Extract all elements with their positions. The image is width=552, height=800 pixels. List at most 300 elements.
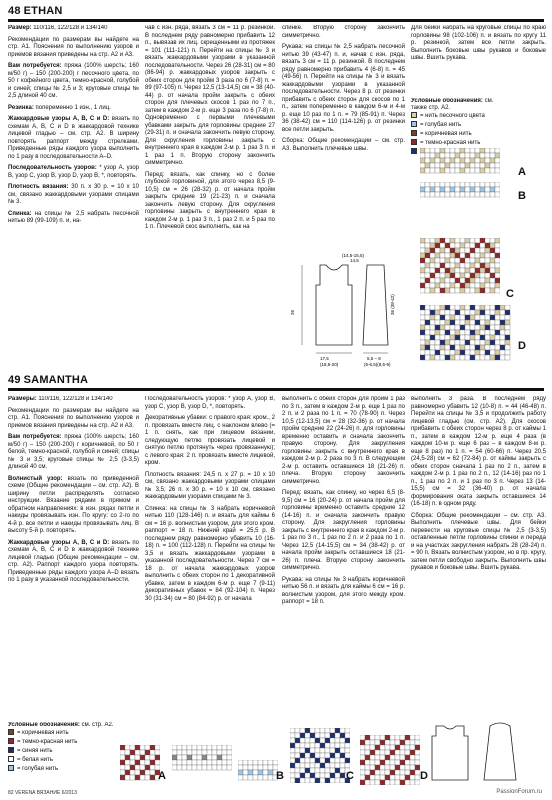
legend-item	[8, 738, 118, 747]
chart-cell	[425, 305, 430, 310]
chart-cell	[445, 330, 450, 335]
chart-cell	[420, 187, 425, 192]
paragraph-text: 110/116, 122/128 и 134/140	[38, 396, 113, 402]
chart-cell	[450, 248, 455, 253]
chart-cell	[460, 187, 465, 192]
chart-cell	[480, 253, 485, 258]
chart-cell	[440, 153, 445, 158]
chart-cell	[485, 315, 490, 320]
legend-label: = коричневая нить	[17, 730, 69, 736]
chart-cell	[430, 248, 435, 253]
chart-cell	[390, 745, 395, 750]
chart-cell	[253, 775, 258, 780]
chart-cell	[465, 335, 470, 340]
chart-cell	[310, 743, 315, 748]
chart-cell	[505, 350, 510, 355]
chart-cell	[470, 243, 475, 248]
chart-cell	[425, 340, 430, 345]
chart-cell	[460, 258, 465, 263]
chart-cell	[145, 745, 150, 750]
chart-cell	[475, 330, 480, 335]
paragraph	[8, 408, 139, 431]
chart-cell	[460, 248, 465, 253]
chart-cell	[475, 315, 480, 320]
chart-cell	[370, 765, 375, 770]
samantha-schematic	[430, 718, 546, 788]
chart-cell	[330, 773, 335, 778]
chart-cell	[490, 310, 495, 315]
chart-cell	[248, 760, 253, 765]
chart-cell	[217, 765, 222, 770]
chart-cell	[420, 283, 425, 288]
chart-cell	[420, 253, 425, 258]
chart-cell	[212, 765, 217, 770]
chart-cell	[485, 310, 490, 315]
label-b: B	[276, 770, 284, 782]
chart-cell	[385, 735, 390, 740]
chart-cell	[485, 268, 490, 273]
chart-cell	[445, 248, 450, 253]
chart-cell	[475, 278, 480, 283]
chart-cell	[140, 775, 145, 780]
paragraph	[8, 37, 139, 60]
paragraph-text: вязать по схемам А, В, С и D в жаккардовой технике лицевой гладью (Общие рекомендации – см. стр. А2). Раппорт каждого узора повторять. Приведенные ряды каждого узора A–D вязать по 1 разу в указанной последовательности.	[8, 539, 139, 583]
chart-cell	[130, 760, 135, 765]
chart-cell	[145, 765, 150, 770]
chart-cell	[435, 263, 440, 268]
chart-cell	[455, 168, 460, 173]
chart-cell	[263, 765, 268, 770]
paragraph-text: вязать по приведенной схеме (Общие рекомендации – см. стр. А2). В ширину петли распределять согласно инструкции. Вязание рядами в прямом и обратном направлениях: в изн. рядах петли и накиды провязывать изн. По кругу: со 2-го по 4-й р. все петли и накиды провязывать лиц. В высоту 5-й р. повторять.	[8, 475, 139, 534]
chart-cell	[300, 753, 305, 758]
chart-cell	[440, 258, 445, 263]
chart-cell	[430, 315, 435, 320]
chart-cell	[310, 773, 315, 778]
chart-cell	[445, 325, 450, 330]
chart-cell	[430, 163, 435, 168]
chart-cell	[445, 273, 450, 278]
chart-cell	[120, 760, 125, 765]
chart-cell	[475, 320, 480, 325]
chart-cell	[385, 775, 390, 780]
chart-cell	[485, 355, 490, 360]
chart-cell	[455, 283, 460, 288]
chart-cell	[197, 745, 202, 750]
chart-cell	[485, 273, 490, 278]
chart-cell	[345, 753, 350, 758]
ethan-schematic	[282, 245, 407, 370]
chart-cell	[400, 780, 405, 785]
chart-cell	[212, 745, 217, 750]
chart-cell	[375, 770, 380, 775]
chart-cell	[360, 750, 365, 755]
chart-cell	[325, 753, 330, 758]
chart-cell	[385, 740, 390, 745]
chart-cell	[415, 750, 420, 755]
chart-cell	[300, 738, 305, 743]
chart-cell	[395, 765, 400, 770]
chart-cell	[475, 283, 480, 288]
chart-cell	[480, 163, 485, 168]
chart-cell	[500, 335, 505, 340]
chart-cell	[415, 735, 420, 740]
samantha-column-2: Последовательность узоров: * узор А, узор В, узор С, узор В, узор D, *, повторять. Декоративные убавки: с правого края: кром., 2 п. провязать вместе лиц. с наклоном влево (= 1 п. снять, как при лицевом вязании, следующую петлю провязать лицевой и снятую петлю протянуть через провязанную); с левого края: 2 п. провязать вместе лицевой, кром. Плотность вязания: 24,5 п. х 27 р. = 10 х 10 см, связано жаккардовыми узорами спицами № 3,5; 26 п. х 30 р. = 10 х 10 см, связано жаккардовыми узорами спицами № 3. Спинка: на спицы № 3 набрать коричневой нитью 110 (128-146) п. и вязать для каймы 6 см = 16 р. волнистым узором, для этого кром. раппорт = 18 п. Нижний край = 25,5 р. В последнем ряду равномерно убавить 10 (16-18) п. = 100 (112-128) п. Перейти на спицы № 3,5 и вязать жаккардовыми узорами в указанной последовательности. Через 7 см = 18 р. от начала жаккардовых узоров выполнить с обеих сторон по 1 декоративной убавке, затем в каждом 6-м р. еще 7 (9-11) декоративных убавок = 84 (92-104) п. Через 30 (31-34) см = 80 (84-92) р. от начала	[145, 396, 275, 602]
chart-cell	[290, 728, 295, 733]
chart-cell	[375, 755, 380, 760]
chart-cell	[440, 268, 445, 273]
svg-text:(18,5-20): (18,5-20)	[320, 362, 339, 367]
chart-cell	[480, 325, 485, 330]
chart-cell	[450, 258, 455, 263]
chart-cell	[420, 330, 425, 335]
label-d: D	[420, 770, 428, 782]
chart-cell	[375, 745, 380, 750]
legend-label: = белая нить	[17, 757, 53, 763]
chart-cell	[465, 148, 470, 153]
chart-cell	[465, 340, 470, 345]
chart-cell	[405, 780, 410, 785]
chart-cell	[425, 153, 430, 158]
chart-cell	[400, 770, 405, 775]
chart-cell	[375, 735, 380, 740]
chart-cell	[390, 780, 395, 785]
chart-cell	[430, 192, 435, 197]
chart-cell	[435, 345, 440, 350]
chart-cell	[435, 283, 440, 288]
chart-cell	[495, 248, 500, 253]
chart-cell	[335, 763, 340, 768]
chart-cell	[430, 187, 435, 192]
chart-cell	[440, 335, 445, 340]
chart-cell	[400, 755, 405, 760]
chart-cell	[395, 755, 400, 760]
chart-cell	[385, 780, 390, 785]
chart-cell	[460, 163, 465, 168]
chart-cell	[320, 758, 325, 763]
chart-cell	[490, 288, 495, 293]
chart-cell	[455, 305, 460, 310]
chart-cell	[325, 778, 330, 783]
chart-cell	[375, 780, 380, 785]
chart-cell	[370, 775, 375, 780]
chart-cell	[420, 168, 425, 173]
chart-cell	[480, 243, 485, 248]
chart-cell	[475, 325, 480, 330]
chart-cell	[430, 253, 435, 258]
chart-cell	[440, 305, 445, 310]
chart-cell	[395, 770, 400, 775]
chart-cell	[495, 345, 500, 350]
chart-cell	[125, 745, 130, 750]
samantha-column-4: выполнить 3 раза. В последнем ряду равномерно убавить 12 (10-8) п. = 44 (46-48) п. Перейти на спицы № 3,5 и продолжить работу лицевой гладью (см. стр. А2). Для скосов прибавить с обеих сторон через 8 р. от каймы 1 п., затем в каждом 12-м р. еще 4 раза (в каждом 10-м р. еще 6 раз – в каждом 8-м р. еще 8 раз) по 1 п. = 54 (60-66) п. Через 20,5 (24,5-28) см = 62 (72-84) р. от каймы закрыть с обеих сторон сначала 1 раз по 2 п., затем в каждом 2-м р. 1 раз по 2 п., 12 (14-16) раз по 1 п., 1 раз по 2 п. и 1 раз по 3 п. Через 13 (14-15,5) см = 32 (36-40) р. от начала формирования оката закрыть оставшиеся 14 (16-18) п. в одном ряду. Сборка: Общие рекомендации – см. стр. А3. Выполнить плечевые швы. Для бейки перевести на круговые спицы № 2,5 (3-3,5) оставленные петли горловины спинки и переда и на участках закругления набрать 28 (28-24) п. = 90 п. Вязать волнистым узором, но в пр. кругу, затем петли свободно закрыть. Выполнить швы рукавов и боковые швы. Вшить рукава.	[411, 396, 546, 571]
chart-cell	[243, 770, 248, 775]
chart-cell	[475, 238, 480, 243]
chart-cell	[480, 153, 485, 158]
chart-cell	[470, 305, 475, 310]
chart-cell	[490, 182, 495, 187]
chart-cell	[425, 310, 430, 315]
chart-cell	[495, 253, 500, 258]
chart-cell	[187, 755, 192, 760]
chart-cell	[415, 745, 420, 750]
chart-cell	[470, 345, 475, 350]
chart-cell	[320, 753, 325, 758]
legend-swatch	[8, 738, 14, 744]
chart-cell	[455, 273, 460, 278]
chart-cell	[360, 780, 365, 785]
chart-cell	[340, 758, 345, 763]
chart-cell	[335, 748, 340, 753]
chart-cell	[445, 278, 450, 283]
chart-cell	[460, 158, 465, 163]
chart-cell	[253, 765, 258, 770]
chart-cell	[315, 738, 320, 743]
chart-cell	[435, 320, 440, 325]
chart-cell	[455, 148, 460, 153]
chart-cell	[390, 770, 395, 775]
chart-cell	[340, 743, 345, 748]
chart-cell	[485, 283, 490, 288]
chart-cell	[375, 740, 380, 745]
chart-cell	[222, 745, 227, 750]
chart-cell	[430, 345, 435, 350]
chart-cell	[140, 745, 145, 750]
chart-cell	[390, 755, 395, 760]
chart-cell	[480, 288, 485, 293]
paragraph	[8, 165, 139, 180]
chart-cell	[480, 238, 485, 243]
chart-cell	[440, 187, 445, 192]
chart-cell	[400, 740, 405, 745]
chart-cell	[455, 278, 460, 283]
chart-cell	[480, 263, 485, 268]
chart-cell	[345, 733, 350, 738]
chart-cell	[435, 248, 440, 253]
chart-cell	[490, 148, 495, 153]
chart-cell	[150, 770, 155, 775]
chart-cell	[135, 745, 140, 750]
chart-cell	[450, 315, 455, 320]
chart-cell	[290, 748, 295, 753]
divider	[8, 19, 544, 22]
chart-cell	[440, 345, 445, 350]
chart-cell	[460, 320, 465, 325]
chart-cell	[192, 755, 197, 760]
chart-cell	[435, 182, 440, 187]
chart-cell	[335, 738, 340, 743]
chart-cell	[300, 758, 305, 763]
chart-cell	[120, 755, 125, 760]
chart-cell	[475, 350, 480, 355]
chart-cell	[410, 745, 415, 750]
paragraph	[8, 184, 139, 207]
paragraph-heading: Волнистый узор:	[8, 475, 63, 482]
chart-cell	[495, 305, 500, 310]
chart-cell	[450, 153, 455, 158]
chart-cell	[222, 750, 227, 755]
chart-cell	[325, 738, 330, 743]
chart-cell	[425, 273, 430, 278]
chart-cell	[470, 263, 475, 268]
paragraph	[8, 116, 139, 161]
chart-cell	[177, 760, 182, 765]
chart-cell	[500, 320, 505, 325]
chart-cell	[445, 187, 450, 192]
chart-cell	[490, 268, 495, 273]
chart-cell	[172, 765, 177, 770]
chart-cell	[187, 750, 192, 755]
chart-cell	[120, 750, 125, 755]
paragraph-heading: Размеры:	[8, 396, 37, 402]
chart-cell	[420, 288, 425, 293]
chart-cell	[445, 168, 450, 173]
ethan-legend: Условные обозначения: см. также стр. А2. = нить песочного цвета = голубая нить = коричневая нить = темно-красная нить	[411, 98, 511, 178]
chart-cell	[305, 728, 310, 733]
chart-cell	[440, 182, 445, 187]
chart-cell	[290, 768, 295, 773]
chart-cell	[495, 310, 500, 315]
chart-cell	[485, 158, 490, 163]
chart-cell	[485, 187, 490, 192]
chart-cell	[248, 765, 253, 770]
chart-cell	[470, 258, 475, 263]
chart-cell	[268, 765, 273, 770]
paragraph-heading: Вам потребуется:	[8, 63, 62, 69]
chart-cell	[480, 182, 485, 187]
chart-cell	[460, 192, 465, 197]
chart-cell	[485, 335, 490, 340]
chart-cell	[430, 273, 435, 278]
chart-cell	[500, 350, 505, 355]
chart-cell	[135, 760, 140, 765]
chart-cell	[435, 238, 440, 243]
chart-cell	[470, 310, 475, 315]
chart-cell	[455, 330, 460, 335]
chart-cell	[340, 738, 345, 743]
chart-cell	[490, 325, 495, 330]
samantha-column-1	[8, 396, 139, 718]
chart-cell	[420, 158, 425, 163]
chart-cell	[465, 305, 470, 310]
chart-cell	[177, 755, 182, 760]
chart-cell	[227, 765, 232, 770]
chart-cell	[445, 335, 450, 340]
chart-cell	[495, 335, 500, 340]
ethan-chart-d	[420, 305, 515, 365]
chart-cell	[365, 775, 370, 780]
chart-cell	[500, 315, 505, 320]
chart-cell	[500, 340, 505, 345]
chart-cell	[405, 775, 410, 780]
chart-cell	[450, 163, 455, 168]
chart-cell	[450, 340, 455, 345]
chart-cell	[450, 187, 455, 192]
chart-cell	[480, 335, 485, 340]
paragraph	[8, 434, 139, 472]
chart-cell	[475, 153, 480, 158]
chart-cell	[315, 748, 320, 753]
chart-cell	[495, 315, 500, 320]
chart-cell	[440, 238, 445, 243]
chart-cell	[315, 763, 320, 768]
chart-cell	[197, 760, 202, 765]
chart-cell	[485, 243, 490, 248]
chart-cell	[420, 192, 425, 197]
chart-cell	[325, 728, 330, 733]
chart-cell	[440, 253, 445, 258]
chart-cell	[320, 738, 325, 743]
chart-cell	[445, 320, 450, 325]
chart-cell	[370, 735, 375, 740]
chart-cell	[490, 320, 495, 325]
chart-cell	[435, 278, 440, 283]
chart-cell	[425, 253, 430, 258]
chart-cell	[470, 268, 475, 273]
chart-cell	[310, 763, 315, 768]
legend-label: = темно-красная нить	[420, 140, 481, 146]
chart-cell	[258, 760, 263, 765]
chart-cell	[475, 288, 480, 293]
chart-cell	[430, 158, 435, 163]
chart-cell	[430, 278, 435, 283]
chart-cell	[202, 745, 207, 750]
chart-cell	[420, 163, 425, 168]
legend-item	[8, 729, 118, 738]
chart-cell	[420, 350, 425, 355]
chart-cell	[470, 330, 475, 335]
chart-cell	[360, 735, 365, 740]
chart-cell	[182, 745, 187, 750]
chart-cell	[315, 773, 320, 778]
chart-cell	[470, 158, 475, 163]
chart-cell	[485, 163, 490, 168]
chart-cell	[405, 755, 410, 760]
chart-cell	[485, 325, 490, 330]
chart-cell	[485, 305, 490, 310]
chart-cell	[182, 765, 187, 770]
chart-cell	[470, 283, 475, 288]
chart-cell	[295, 758, 300, 763]
chart-cell	[480, 278, 485, 283]
chart-cell	[310, 768, 315, 773]
chart-cell	[435, 315, 440, 320]
legend-item	[411, 112, 511, 121]
chart-cell	[450, 330, 455, 335]
chart-cell	[435, 258, 440, 263]
chart-cell	[440, 315, 445, 320]
chart-cell	[253, 770, 258, 775]
label-b: B	[518, 190, 526, 202]
legend-item	[411, 130, 511, 139]
chart-cell	[425, 350, 430, 355]
chart-cell	[445, 153, 450, 158]
chart-cell	[465, 248, 470, 253]
chart-cell	[425, 263, 430, 268]
chart-cell	[485, 153, 490, 158]
chart-cell	[425, 330, 430, 335]
chart-cell	[475, 263, 480, 268]
legend-swatch	[411, 148, 417, 154]
paragraph-heading: Спинка:	[8, 210, 32, 217]
chart-cell	[335, 773, 340, 778]
chart-cell	[460, 243, 465, 248]
chart-cell	[495, 325, 500, 330]
chart-cell	[320, 748, 325, 753]
chart-cell	[365, 745, 370, 750]
chart-cell	[420, 153, 425, 158]
chart-cell	[490, 187, 495, 192]
chart-cell	[320, 778, 325, 783]
